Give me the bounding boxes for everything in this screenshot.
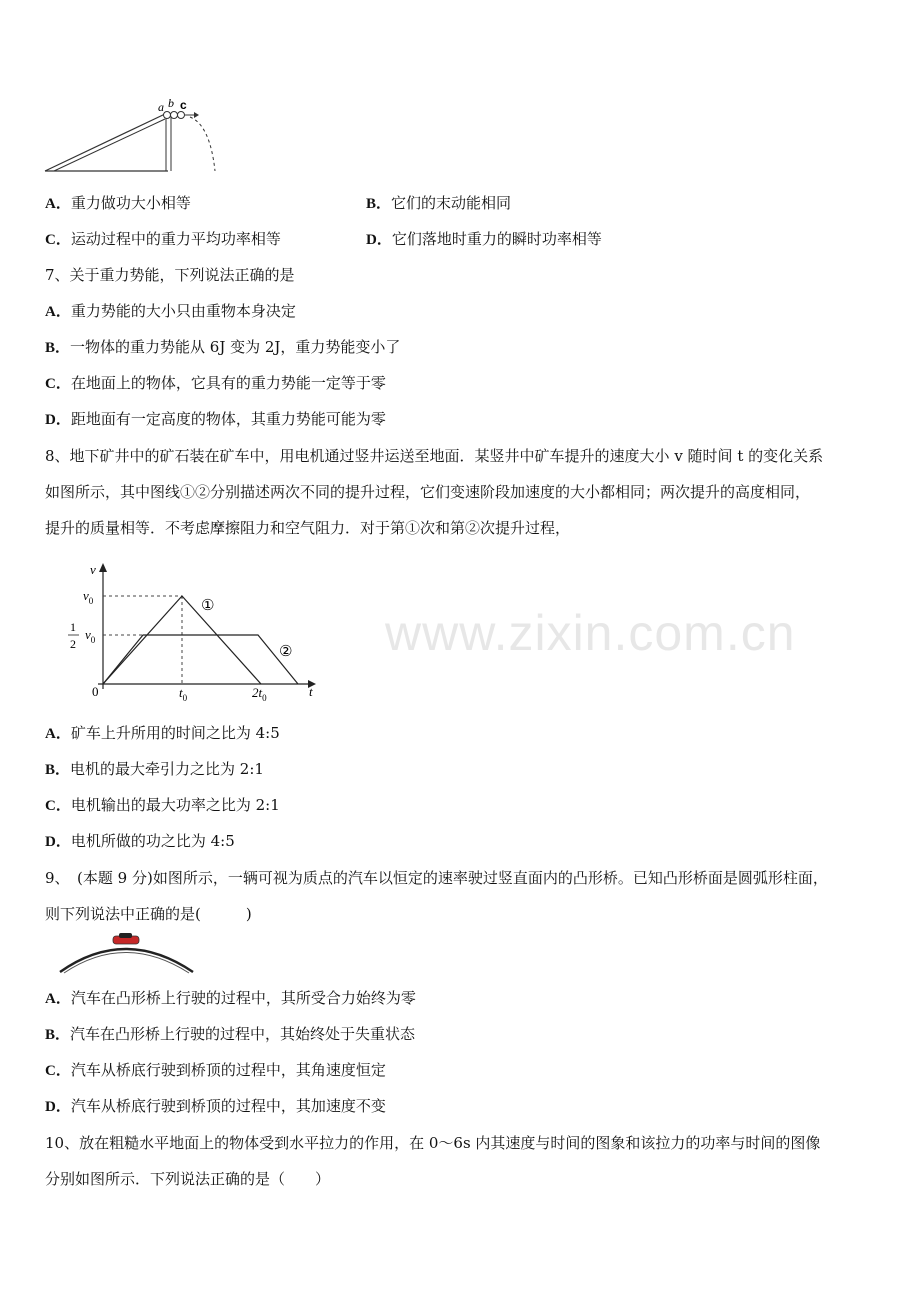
label-c: c (180, 98, 187, 112)
car-roof (119, 933, 132, 938)
arrow-head-icon (194, 112, 199, 118)
bridge-arc-inner (64, 953, 189, 974)
half-denominator: 2 (70, 637, 76, 651)
y-axis-label: v (90, 562, 96, 577)
vt-graph (62, 558, 330, 708)
ball-c (178, 112, 185, 119)
q9-stem-line1: 9、 (本题 9 分)如图所示，一辆可视为质点的汽车以恒定的速率驶过竖直面内的凸形桥。已知凸形桥面是圆弧形柱面， (45, 869, 828, 887)
watermark: www.zixin.com.cn (385, 605, 796, 661)
t0-label: $t_0$ (179, 685, 188, 703)
q9-option-b: B．汽车在凸形桥上行驶的过程中，其始终处于失重状态 (45, 1025, 416, 1043)
x-axis-label: t (309, 684, 313, 699)
q9-stem-line2: 则下列说法中正确的是( ) (45, 905, 252, 923)
q6-option-b: B．它们的末动能相同 (366, 194, 512, 212)
q7-option-b: B．一物体的重力势能从 6J 变为 2J，重力势能变小了 (45, 338, 401, 356)
half-v0-label: $v_0$ (85, 627, 96, 645)
q6-option-d: D．它们落地时重力的瞬时功率相等 (366, 230, 602, 248)
q10-stem-line1: 10、放在粗糙水平地面上的物体受到水平拉力的作用，在 0～6s 内其速度与时间的图象和该拉力的功率与时间的图像 (45, 1134, 821, 1152)
curve-1-label: ① (201, 596, 215, 614)
curve-2 (103, 635, 298, 684)
curve-2-label: ② (279, 642, 293, 660)
q8-option-d: D．电机所做的功之比为 4:5 (45, 832, 235, 850)
ball-b (171, 112, 178, 119)
q7-option-c: C．在地面上的物体，它具有的重力势能一定等于零 (45, 374, 386, 392)
incline (45, 114, 165, 171)
q10-stem-line2: 分别如图所示．下列说法正确的是（ ） (45, 1170, 331, 1188)
q7-option-d: D．距地面有一定高度的物体，其重力势能可能为零 (45, 410, 386, 428)
projectile-figure (40, 95, 230, 175)
q9-option-c: C．汽车从桥底行驶到桥顶的过程中，其角速度恒定 (45, 1061, 386, 1079)
q8-option-c: C．电机输出的最大功率之比为 2:1 (45, 796, 280, 814)
v0-label: $v_0$ (83, 588, 94, 606)
origin-label: 0 (92, 684, 99, 699)
q8-stem-line3: 提升的质量相等．不考虑摩擦阻力和空气阻力．对于第①次和第②次提升过程， (45, 519, 571, 537)
trajectory-path (190, 117, 215, 171)
label-b: b (168, 96, 174, 110)
q9-option-d: D．汽车从桥底行驶到桥顶的过程中，其加速度不变 (45, 1097, 386, 1115)
label-a: a (158, 100, 164, 114)
q8-option-a: A．矿车上升所用的时间之比为 4:5 (45, 724, 280, 742)
convex-bridge-figure (55, 928, 200, 978)
two-t0-label: $2t_0$ (252, 685, 267, 703)
half-numerator: 1 (70, 620, 76, 634)
q8-stem-line2: 如图所示，其中图线①②分别描述两次不同的提升过程，它们变速阶段加速度的大小都相同；两次提升的高度相同， (45, 483, 811, 501)
q7-stem: 7、关于重力势能，下列说法正确的是 (45, 266, 295, 284)
q7-option-a: A．重力势能的大小只由重物本身决定 (45, 302, 296, 320)
y-axis-arrow-icon (99, 563, 107, 572)
q6-option-c: C．运动过程中的重力平均功率相等 (45, 230, 281, 248)
ball-a (164, 112, 171, 119)
q9-option-a: A．汽车在凸形桥上行驶的过程中，其所受合力始终为零 (45, 989, 416, 1007)
q8-option-b: B．电机的最大牵引力之比为 2:1 (45, 760, 264, 778)
q8-stem-line1: 8、地下矿井中的矿石装在矿车中，用电机通过竖井运送至地面．某竖井中矿车提升的速度大小 v 随时间 t 的变化关系 (45, 447, 824, 465)
q6-option-a: A．重力做功大小相等 (45, 194, 191, 212)
incline-inner (54, 119, 165, 171)
